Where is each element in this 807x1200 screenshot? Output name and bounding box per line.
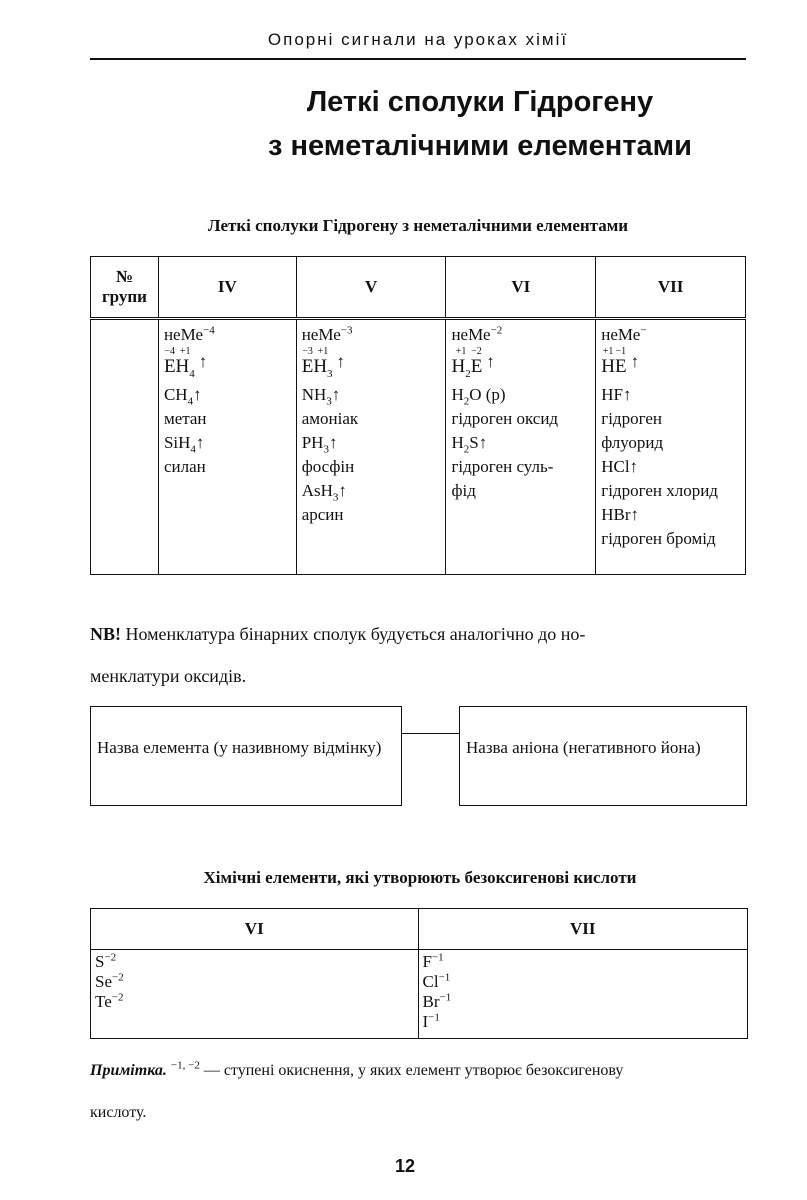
group-number-label: групи [101, 287, 147, 306]
compound-item [164, 431, 291, 455]
compound-subscript: 2 [463, 443, 470, 456]
compound-item [302, 479, 441, 503]
ion-charge: −2 [112, 971, 124, 984]
ion-item [95, 992, 414, 1012]
compound-subscript: 2 [463, 395, 470, 408]
element-h [175, 346, 195, 380]
ion-item [95, 952, 414, 972]
ion-item [423, 972, 744, 992]
t2-header-vii: VII [418, 909, 748, 950]
element-h [451, 346, 471, 380]
ion-symbol: Br [422, 992, 440, 1011]
general-formula-charge: −3 [340, 324, 353, 337]
compound-subscript: 3 [323, 443, 329, 456]
compound-item [451, 383, 590, 407]
compound-name: гідроген хлорид [601, 481, 718, 500]
group-number-header [91, 257, 159, 319]
cell-v [296, 319, 446, 575]
general-formula [302, 323, 441, 347]
compound-tail: ↑ [328, 433, 338, 452]
table2-caption: Хімічні елементи, які утворюють безоксигенові кислоти [203, 868, 637, 887]
compound-item [451, 455, 590, 479]
hydrogen-compounds-table [90, 256, 746, 575]
compound-name: арсин [301, 505, 344, 524]
general-formula-charge: −2 [490, 324, 503, 337]
general-formula-charge: −4 [203, 324, 215, 337]
general-formula-text: неМе [163, 325, 204, 344]
general-formula [451, 323, 590, 347]
ion-item [95, 972, 414, 992]
compound-name: HCl↑ [601, 457, 639, 476]
element-e-symbol [302, 357, 314, 377]
compound-item [451, 479, 590, 503]
compound-item [302, 383, 441, 407]
header-vi: VI [446, 257, 596, 319]
nb-text-line1: Номенклатура бінарних сполук будується аналогічно до но- [121, 624, 586, 644]
compound-name: HBr↑ [601, 505, 639, 524]
hydride-formula [451, 347, 590, 383]
compound-item [601, 455, 740, 479]
ion-symbol: I [422, 1012, 429, 1031]
t2-header-vi: VI [91, 909, 419, 950]
ion-charge: −1 [438, 971, 451, 984]
page-title-line1: Леткі сполуки Гідрогену [306, 86, 654, 118]
ion-symbol: Se [95, 972, 112, 991]
ion-charge: −1 [439, 991, 452, 1004]
header-vii: VII [596, 257, 746, 319]
compound-name: метан [163, 409, 207, 428]
element-e-symbol [615, 357, 627, 377]
element-h-symbol [313, 356, 333, 380]
compound-tail: ↑ [193, 385, 202, 404]
note-label: Примітка. [90, 1062, 167, 1079]
element-h-symbol [601, 357, 615, 377]
ion-charge: −2 [111, 991, 124, 1004]
compound-item [302, 455, 441, 479]
boxes-connector [402, 733, 459, 734]
element-h-oxidation: +1 [455, 346, 467, 357]
compound-subscript: 4 [190, 443, 196, 456]
compound-tail: ↑ [195, 433, 205, 452]
compound-formula: NH [301, 385, 327, 404]
compound-tail: S↑ [469, 433, 488, 452]
nb-text-line2: менклатури оксидів. [90, 666, 247, 686]
element-e-oxidation: −1 [615, 346, 627, 357]
cell-vi [446, 319, 596, 575]
general-formula-text: неМе [451, 325, 491, 344]
element-h-subscript: 3 [327, 367, 333, 380]
element-h-letter: H [313, 356, 328, 377]
element-h-letter: H [451, 356, 466, 377]
element-h-subscript: 2 [465, 367, 471, 380]
page-title-line2: з неметалічними елементами [268, 130, 692, 162]
compound-item [164, 407, 291, 431]
t2-cell-vii [418, 950, 748, 1039]
header-v: V [296, 257, 446, 319]
compound-name: силан [163, 457, 206, 476]
compound-name: гідроген бромід [601, 529, 716, 548]
hydride-formula [164, 347, 291, 383]
element-e [471, 347, 483, 377]
compound-item [302, 503, 441, 527]
running-header: Опорні сигнали на уроках хімії [267, 30, 569, 49]
general-formula-charge: − [640, 324, 647, 337]
compound-name: фосфін [301, 457, 355, 476]
compound-formula: H [451, 433, 464, 452]
ion-charge: −1 [431, 951, 444, 964]
compound-item [601, 527, 740, 551]
element-e-oxidation: −4 [164, 346, 176, 357]
page-number: 12 [394, 1156, 416, 1176]
ion-symbol: Te [95, 992, 112, 1011]
compound-item [302, 407, 441, 431]
gas-arrow-icon: ↑ [630, 352, 640, 371]
element-e-letter: E [301, 356, 314, 377]
compound-item [601, 407, 740, 431]
compound-item [164, 455, 291, 479]
compound-subscript: 3 [326, 395, 332, 408]
compound-name: фід [451, 481, 476, 500]
compound-formula: AsH [301, 481, 333, 500]
element-h-letter: H [601, 356, 615, 377]
header-iv: IV [158, 257, 296, 319]
element-h [313, 346, 333, 380]
element-h-oxidation: +1 [602, 346, 614, 357]
compound-name: гідроген суль- [451, 457, 554, 476]
cell-vii [596, 319, 746, 575]
group-cell-empty [91, 319, 159, 575]
compound-tail: O (р) [469, 385, 506, 404]
compound-item [164, 383, 291, 407]
general-formula-text: неМе [601, 325, 641, 344]
group-number-symbol: № [115, 267, 134, 286]
compound-name: гідроген оксид [451, 409, 559, 428]
t2-cell-vi [91, 950, 419, 1039]
compound-item [451, 407, 590, 431]
element-h-oxidation: +1 [317, 346, 329, 357]
element-e [615, 347, 627, 377]
compound-name: HF↑ [601, 385, 632, 404]
element-e [302, 347, 314, 377]
nb-paragraph [90, 624, 746, 645]
element-e-oxidation: −2 [471, 346, 482, 357]
hydride-formula [302, 347, 441, 383]
compound-subscript: 4 [187, 395, 194, 408]
compound-item [451, 431, 590, 455]
element-e-letter: E [470, 356, 483, 377]
ion-symbol: F [422, 952, 432, 971]
element-h [601, 347, 615, 377]
element-e-letter: E [163, 356, 176, 377]
ion-symbol: S [95, 952, 105, 971]
ion-item [423, 992, 744, 1012]
header-rule [90, 58, 746, 60]
element-h-oxidation: +1 [179, 346, 191, 357]
compound-item [302, 431, 441, 455]
element-h-letter: H [175, 356, 190, 377]
hydride-formula [601, 347, 740, 383]
element-e-symbol [164, 357, 176, 377]
element-e-oxidation: −3 [302, 346, 313, 357]
general-formula-text: неМе [301, 325, 341, 344]
nb-label: NB! [90, 624, 121, 644]
compound-formula: PH [301, 433, 324, 452]
ion-item [423, 952, 744, 972]
ion-charge: −1 [428, 1011, 440, 1024]
compound-formula: CH [163, 385, 188, 404]
compound-item [601, 383, 740, 407]
element-name-box: Назва елемента (у називному відмінку) [90, 706, 402, 806]
note [90, 1059, 750, 1080]
compound-name: флуорид [601, 433, 664, 452]
compound-tail: ↑ [338, 481, 347, 500]
ion-charge: −2 [104, 951, 117, 964]
element-h-symbol [175, 356, 195, 380]
note-text: — ступені окиснення, у яких елемент утворює безоксигенову [199, 1062, 624, 1079]
note-degrees: −1, −2 [170, 1059, 200, 1072]
compound-item [601, 503, 740, 527]
gas-arrow-icon: ↑ [198, 352, 208, 371]
oxygen-free-acids-table [90, 908, 748, 1039]
element-e-symbol [471, 357, 483, 377]
gas-arrow-icon: ↑ [486, 352, 495, 371]
compound-formula: SiH [163, 433, 191, 452]
table1-caption: Леткі сполуки Гідрогену з неметалічними елементами [207, 216, 629, 235]
element-h-subscript: 4 [189, 367, 195, 380]
element-e-letter: E [614, 356, 627, 377]
general-formula [601, 323, 740, 347]
cell-iv [158, 319, 296, 575]
compound-formula: H [451, 385, 464, 404]
compound-item [601, 479, 740, 503]
gas-arrow-icon: ↑ [336, 352, 346, 371]
compound-name: гідроген [601, 409, 662, 428]
compound-tail: ↑ [331, 385, 341, 404]
element-h-symbol [451, 356, 471, 380]
anion-name-box: Назва аніона (негативного йона) [459, 706, 747, 806]
ion-symbol: Cl [422, 972, 439, 991]
compound-name: амоніак [301, 409, 359, 428]
element-e [164, 347, 176, 377]
note-text-line2: кислоту. [90, 1104, 147, 1121]
ion-item [423, 1012, 744, 1032]
compound-subscript: 3 [332, 491, 339, 504]
general-formula [164, 323, 291, 347]
compound-item [601, 431, 740, 455]
